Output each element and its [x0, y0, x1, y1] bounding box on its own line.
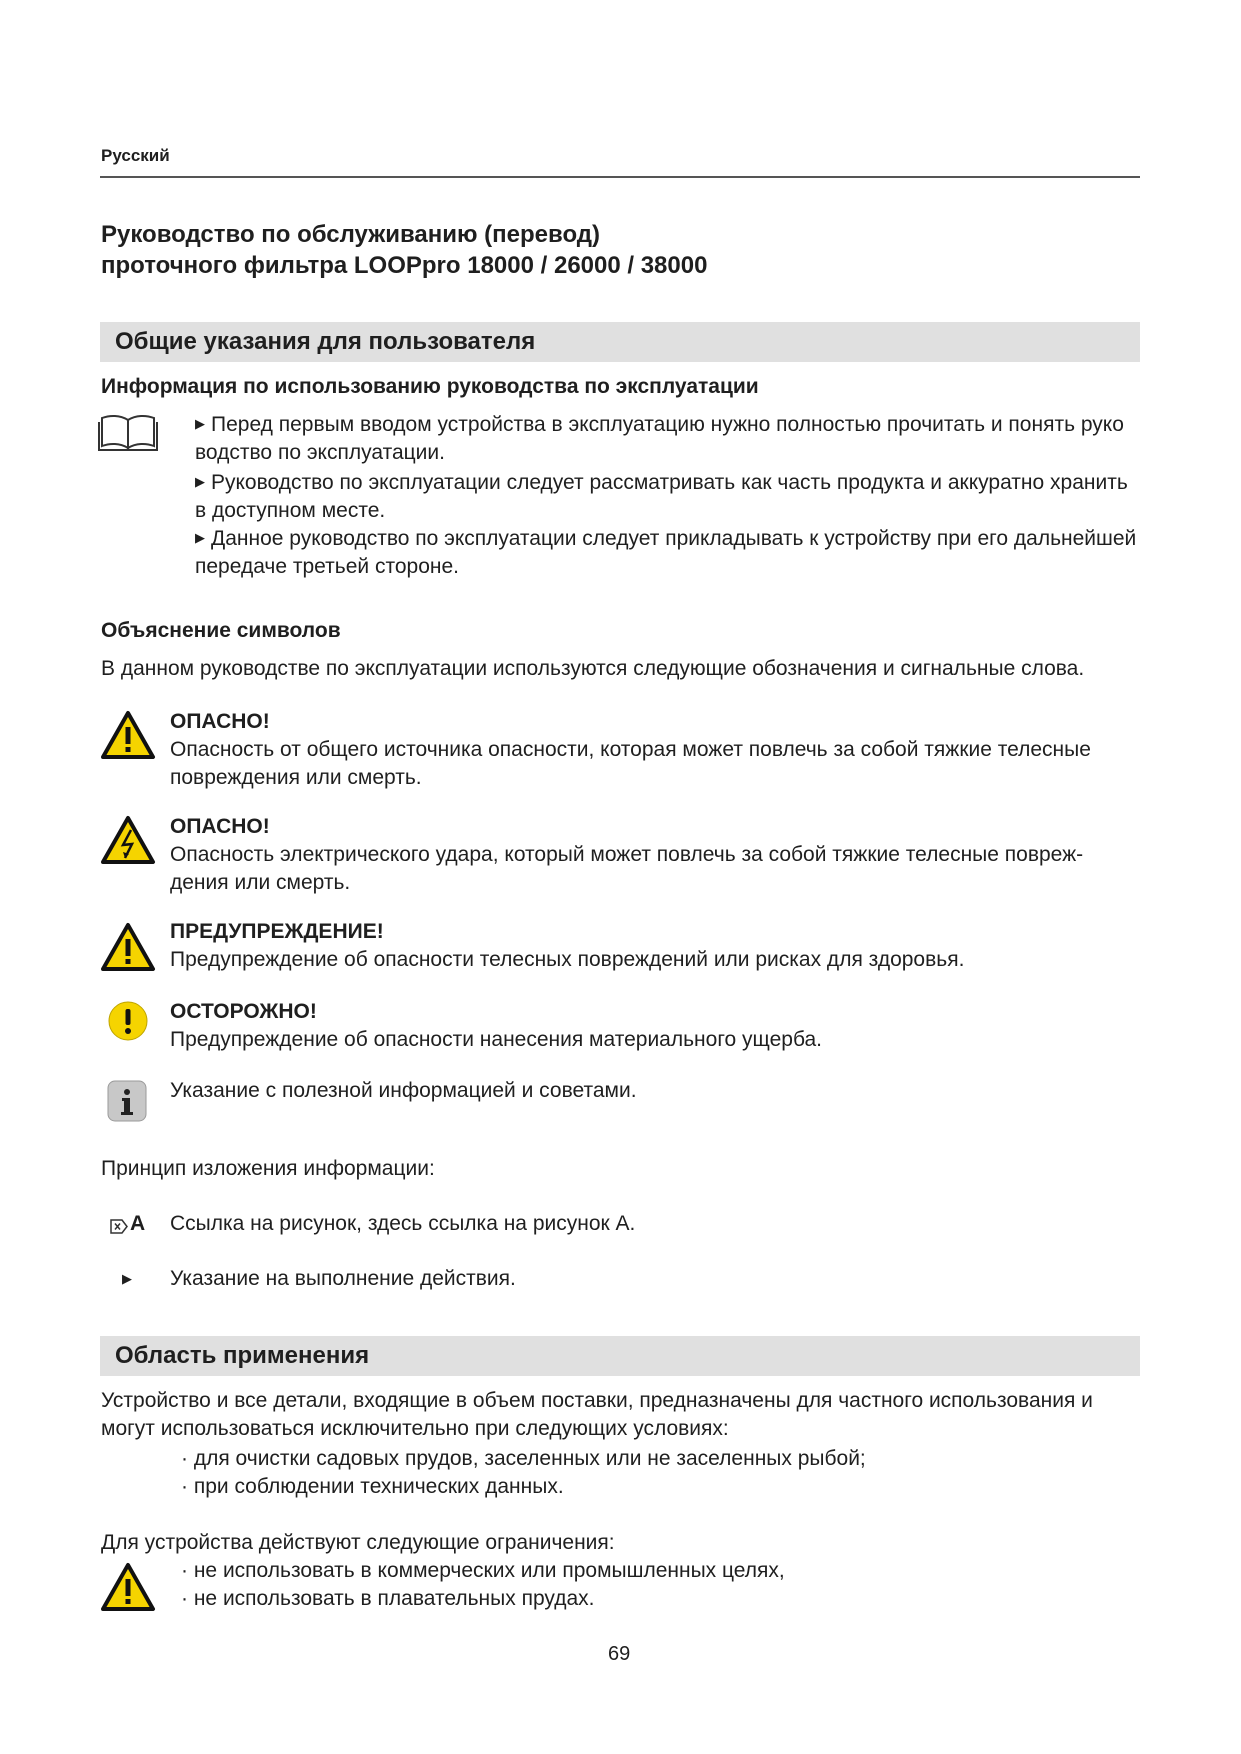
signal-title: ОСТОРОЖНО!: [170, 1000, 317, 1023]
section-bar-general: [100, 322, 1140, 362]
signal-title: ОПАСНО!: [170, 815, 270, 838]
page-number: 69: [608, 1643, 631, 1665]
section-bar-application: [100, 1336, 1140, 1376]
figure-reference-icon: [110, 1219, 128, 1234]
manual-usage-subheading: Информация по использованию руководства по эксплуатации: [101, 375, 759, 398]
warning-triangle-icon: [100, 710, 156, 760]
principle-label: Принцип изложения информации:: [101, 1157, 435, 1180]
section-heading-general: Общие указания для пользователя: [115, 328, 536, 355]
electric-hazard-icon: [100, 815, 156, 865]
signal-danger-general: ОПАСНО! Опасность от общего источника опасности, которая может повлечь за собой тяжкие телесные повреждения или смерть.: [170, 710, 1091, 789]
symbols-subheading: Объяснение символов: [101, 619, 341, 642]
signal-title: ПРЕДУПРЕЖДЕНИЕ!: [170, 920, 384, 943]
info-icon: [107, 1080, 147, 1122]
warning-triangle-icon: [100, 922, 156, 972]
action-arrow-icon: ▶: [195, 416, 205, 431]
book-icon: [98, 412, 158, 452]
signal-warning: ПРЕДУПРЕЖДЕНИЕ! Предупреждение об опасности телесных повреждений или рисках для здоровья.: [170, 920, 965, 971]
manual-bullet-1: ▶ Перед первым вводом устройства в эксплуатацию нужно полностью прочитать и понять руко водство по эксплуатации.: [195, 410, 1124, 467]
action-text: Указание на выполнение действия.: [170, 1267, 516, 1290]
list-item: · не использовать в коммерческих или промышленных целях,: [181, 1559, 785, 1582]
document-title: [101, 219, 707, 281]
document-title-line2: проточного фильтра LOOPpro 18000 / 26000 / 38000: [101, 252, 708, 279]
list-item: · для очистки садовых прудов, заселенных или не заселенных рыбой;: [181, 1447, 866, 1470]
language-label: Русский: [101, 146, 170, 165]
document-title-line1: Руководство по обслуживанию (перевод): [101, 221, 601, 248]
warning-triangle-icon: [100, 1562, 156, 1612]
restrictions-list: [181, 1557, 785, 1613]
signal-danger-electric: ОПАСНО! Опасность электрического удара, который может повлечь за собой тяжкие телесные повреж- дения или смерть.: [170, 815, 1084, 894]
action-arrow-icon: ▶: [195, 474, 205, 489]
info-description: Указание с полезной информацией и советами.: [170, 1079, 637, 1102]
list-item: · не использовать в плавательных прудах.: [181, 1587, 595, 1610]
action-arrow-icon: ▶: [122, 1271, 132, 1286]
manual-bullet-2: ▶ Руководство по эксплуатации следует рассматривать как часть продукта и аккуратно хранить в доступном месте.: [195, 468, 1128, 525]
signal-title: ОПАСНО!: [170, 710, 270, 733]
section-heading-application: Область применения: [115, 1342, 370, 1369]
caution-circle-icon: [107, 1000, 149, 1042]
symbols-intro: В данном руководстве по эксплуатации используются следующие обозначения и сигнальные слова.: [101, 657, 1085, 680]
manual-bullet-3: ▶ Данное руководство по эксплуатации следует прикладывать к устройству при его дальнейшей передаче третьей стороне.: [195, 524, 1136, 581]
action-arrow-icon: ▶: [195, 530, 205, 545]
application-conditions: [181, 1445, 866, 1501]
restrictions-intro: Для устройства действуют следующие ограничения:: [101, 1531, 615, 1554]
header-divider: [100, 176, 1140, 178]
figure-reference-text: Ссылка на рисунок, здесь ссылка на рисунок А.: [170, 1212, 636, 1235]
figure-reference-letter: A: [130, 1212, 146, 1235]
application-intro: Устройство и все детали, входящие в объем поставки, предназначены для частного использования и могут использоваться исключительно при следующих условиях:: [101, 1389, 1093, 1440]
list-item: · при соблюдении технических данных.: [181, 1475, 564, 1498]
signal-caution: ОСТОРОЖНО! Предупреждение об опасности нанесения материального ущерба.: [170, 1000, 823, 1051]
